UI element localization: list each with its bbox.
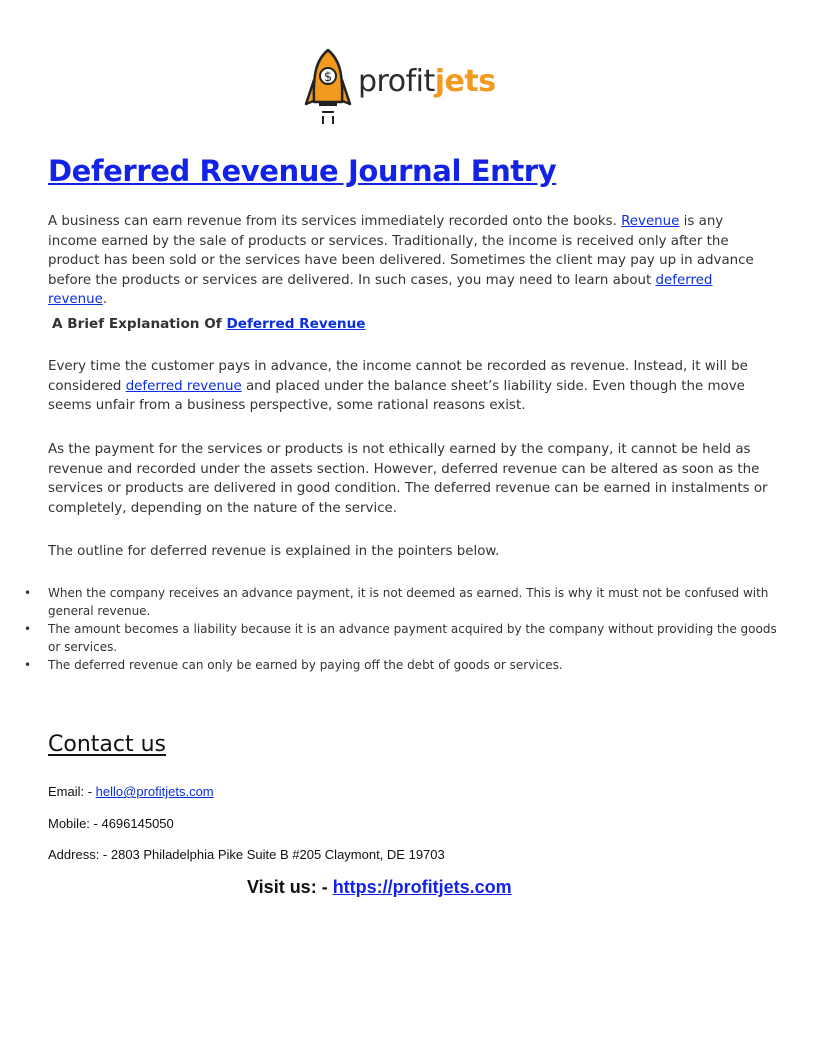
- subheading-link[interactable]: Deferred Revenue: [226, 316, 366, 332]
- intro-text-3: .: [102, 292, 108, 308]
- intro-text-1: A business can earn revenue from its services immediately recorded onto the books.: [48, 214, 622, 229]
- visit-line: [247, 877, 512, 898]
- bullet-icon: •: [24, 586, 32, 600]
- deferred-revenue-link[interactable]: deferred revenue: [48, 272, 713, 308]
- logo-wordmark: [358, 64, 496, 99]
- bullet-icon: •: [24, 622, 32, 636]
- subheading: [52, 316, 366, 332]
- address-line: Address: - 2803 Philadelphia Pike Suite B #205 Claymont, DE 19703: [48, 847, 445, 862]
- subheading-prefix: A Brief Explanation Of: [52, 316, 227, 332]
- logo-word-jets: jets: [434, 64, 496, 99]
- list-item: [0, 585, 780, 620]
- email-label: Email: -: [48, 784, 96, 799]
- paragraph-outline: The outline for deferred revenue is explained in the pointers below.: [48, 544, 500, 559]
- logo-word-profit: profit: [358, 64, 435, 99]
- rocket-icon: [304, 46, 352, 126]
- page-title: [48, 154, 556, 188]
- pointer-list: [0, 585, 780, 676]
- website-link[interactable]: https://profitjets.com: [332, 877, 512, 897]
- list-item-text: When the company receives an advance payment, it is not deemed as earned. This is why it must not be confused with general revenue.: [48, 586, 769, 618]
- paragraph-advance-payment: [48, 357, 770, 416]
- contact-heading: Contact us: [48, 732, 166, 757]
- intro-paragraph: [48, 212, 770, 310]
- profitjets-logo: [300, 44, 510, 126]
- list-item: [0, 621, 780, 656]
- list-item: [0, 657, 780, 675]
- visit-label: Visit us: -: [247, 877, 333, 897]
- email-link[interactable]: hello@profitjets.com: [95, 784, 214, 799]
- revenue-link[interactable]: Revenue: [621, 214, 680, 229]
- para2-text-1: Every time the customer pays in advance, the income cannot be recorded as revenue. Instead, it will be considered: [48, 359, 748, 394]
- list-item-text: The deferred revenue can only be earned by paying off the debt of goods or services.: [48, 658, 563, 672]
- email-line: [48, 784, 214, 799]
- mobile-line: Mobile: - 4696145050: [48, 816, 174, 831]
- bullet-icon: •: [24, 658, 32, 672]
- intro-text-2: is any income earned by the sale of products or services. Traditionally, the income is received only after the product has been sold or the services have been delivered. Sometimes the client may pay up in advance before the products or services are delivered. In such cases, you may need to learn about: [48, 214, 754, 288]
- paragraph-ethics: As the payment for the services or products is not ethically earned by the company, it cannot be held as revenue and recorded under the assets section. However, deferred revenue can be altered as soon as the services or products are delivered in good condition. The deferred revenue can be earned in instalments or completely, depending on the nature of the service.: [48, 442, 768, 516]
- svg-text:$: $: [323, 70, 333, 85]
- para2-text-2: and placed under the balance sheet’s liability side. Even though the move seems unfair from a business perspective, some rational reasons exist.: [48, 378, 745, 414]
- title-link[interactable]: Deferred Revenue Journal Entry: [48, 154, 557, 188]
- list-item-text: The amount becomes a liability because it is an advance payment acquired by the company without providing the goods or services.: [48, 622, 777, 654]
- para2-deferred-revenue-link[interactable]: deferred revenue: [125, 378, 242, 394]
